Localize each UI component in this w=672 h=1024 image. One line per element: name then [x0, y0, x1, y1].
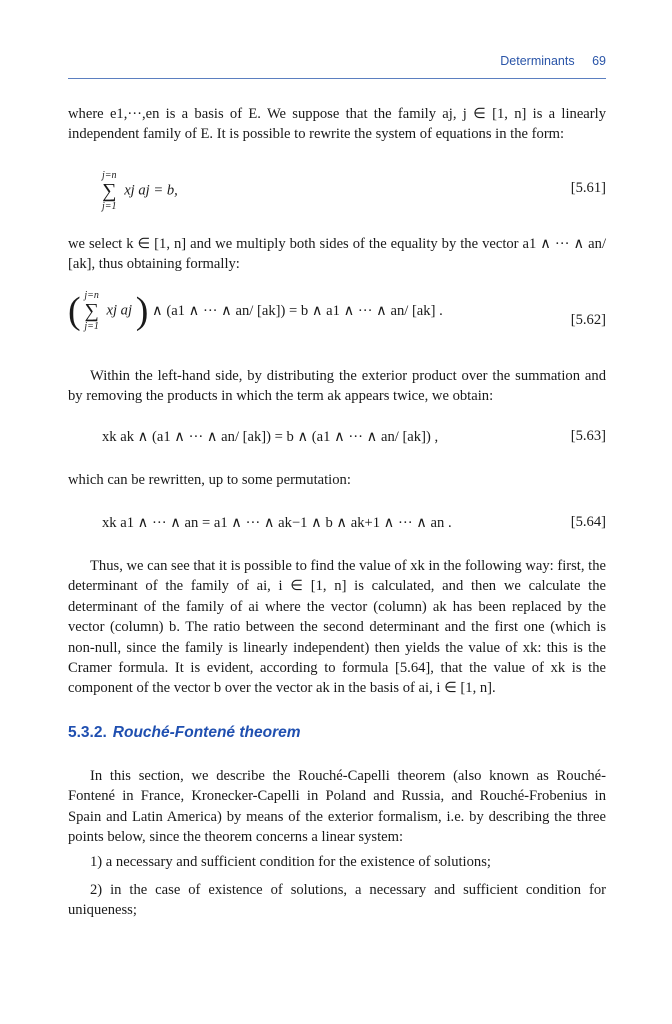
equation-number: [5.61] — [570, 180, 606, 196]
equation-body: xk a1 ∧ ··· ∧ an = a1 ∧ ··· ∧ ak−1 ∧ b ∧ ak+1 ∧ ··· ∧ an . — [102, 515, 452, 531]
paragraph-6: In this section, we describe the Rouché-Capelli theorem (also known as Rouché-Fontené in France, Kronecker-Capelli in Poland and Russia, and Rouché-Frobenius in Spain and Latin America) by means of the exterior formalism, i.e. by describing the three points below, since the theorem concerns a linear system: — [68, 768, 606, 846]
equation-5-63 — [68, 428, 606, 452]
equation-body: xk ak ∧ (a1 ∧ ··· ∧ an/ [ak]) = b ∧ (a1 ∧ ··· ∧ an/ [ak]) , — [102, 429, 439, 445]
equation-number: [5.63] — [570, 428, 606, 444]
paragraph-3: Within the left-hand side, by distributing the exterior product over the summation and by removing the products in which the term ak appears twice, we obtain: — [68, 368, 606, 405]
equation-body: xj aj = b, — [124, 182, 178, 199]
running-header-title: Determinants — [500, 54, 575, 68]
paragraph-2: we select k ∈ [1, n] and we multiply both sides of the equality by the vector a1 ∧ ··· ∧ an/ [ak], thus obtaining formally: — [68, 236, 606, 273]
equation-5-64 — [68, 514, 606, 538]
equation-5-62: ( j=n ∑ j=1 xj aj ) ∧ (a1 ∧ ··· ∧ an/ [ak]) = b ∧ a1 ∧ ··· ∧ an/ [ak] . [5.62] — [68, 290, 606, 332]
running-header — [68, 54, 606, 79]
summation-symbol: j=n ∑ j=1 — [102, 170, 117, 212]
paragraph-1: where e1,···,en is a basis of E. We suppose that the family aj, j ∈ [1, n] is a linearly independent family of E. It is possible to rewrite the system of equations in the form: — [68, 106, 606, 143]
list-item-1: 1) a necessary and sufficient condition for the existence of solutions; — [90, 854, 491, 870]
equation-number: [5.64] — [570, 514, 606, 530]
summation-symbol: j=n ∑ j=1 — [84, 290, 99, 332]
paragraph-5: Thus, we can see that it is possible to find the value of xk in the following way: first, the determinant of the family of ai, i ∈ [1, n] is calculated, and then we calculate the determinant of the family of ai where the vector (column) ak has been replaced by the vector (column) b. The ratio between the second determinant and the first one (which is non-null, since the family is linearly independent) then yields the value of xk: this is the Cramer formula. It is evident, according to formula [5.64], that the value of xk is the component of the vector b over the vector ak in the basis of ai, i ∈ [1, n]. — [68, 558, 606, 697]
section-number: 5.3.2. — [68, 724, 107, 741]
equation-number: [5.62] — [570, 312, 606, 328]
list-item-2: 2) in the case of existence of solutions, a necessary and sufficient condition for uniqueness; — [68, 882, 606, 919]
section-title: Rouché-Fontené theorem — [112, 724, 301, 741]
equation-5-61 — [68, 170, 606, 220]
paragraph-4: which can be rewritten, up to some permutation: — [68, 472, 351, 488]
equation-body: ∧ (a1 ∧ ··· ∧ an/ [ak]) = b ∧ a1 ∧ ··· ∧ an/ [ak] . — [152, 303, 443, 319]
page-number: 69 — [592, 54, 606, 68]
section-heading — [68, 724, 301, 742]
